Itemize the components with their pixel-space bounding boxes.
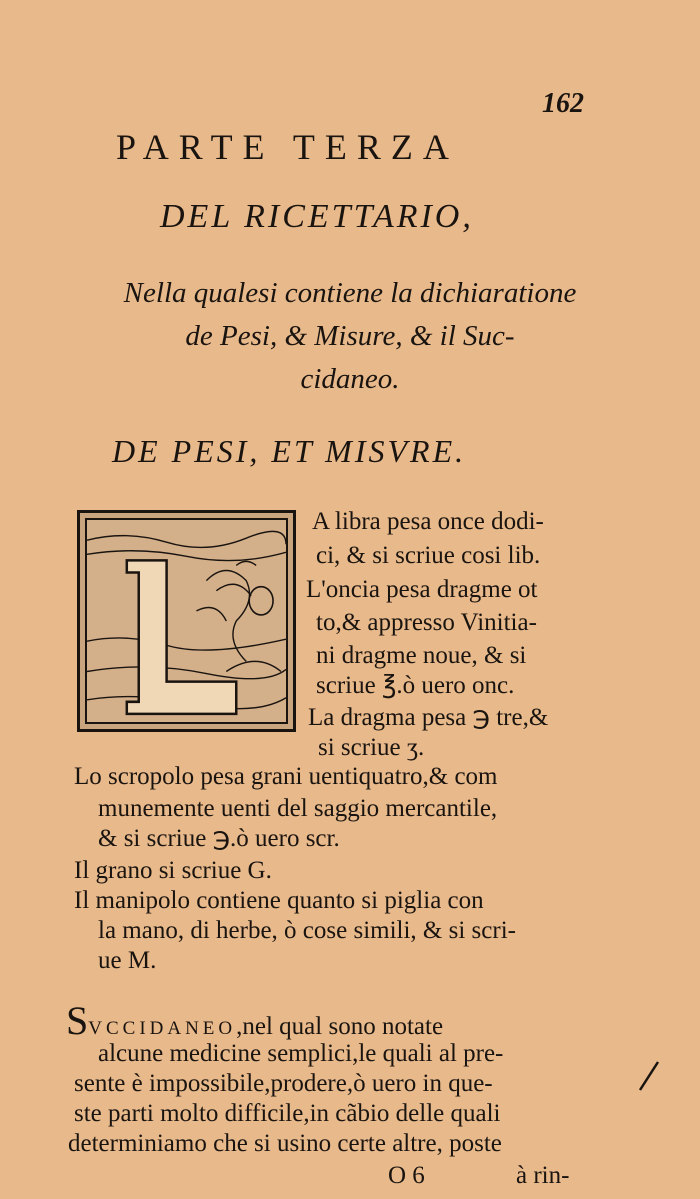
page-number: 162 [542, 88, 584, 119]
text-line: alcune medicine semplici,le quali al pre- [98, 1040, 504, 1067]
text-line: ni dragme noue, & si [316, 642, 527, 669]
ink-stroke-mark [636, 1060, 660, 1094]
drop-cap-woodcut [77, 510, 296, 732]
text-line: Il grano si scriue G. [74, 857, 272, 884]
text-line: & si scriue ℈.ò uero scr. [98, 825, 340, 852]
text-line: L'oncia pesa dragme ot [306, 576, 538, 603]
text-line: A libra pesa once dodi- [312, 508, 544, 535]
section-title: DE PESI, ET MISVRE. [112, 433, 467, 469]
signature-mark: O 6 [388, 1162, 425, 1189]
text-line: Il manipolo contiene quanto si piglia con [74, 887, 484, 914]
text-line: ue M. [98, 947, 157, 974]
text-line: to,& appresso Vinitia- [316, 609, 537, 636]
description [60, 272, 640, 401]
part-title: PARTE TERZA [116, 127, 459, 167]
text-line: sente è impossibile,prodere,ò uero in que- [74, 1070, 493, 1097]
book-title: DEL RICETTARIO, [160, 198, 474, 235]
text-line: Lo scropolo pesa grani uentiquatro,& com [74, 763, 498, 790]
text-line: si scriue ʒ. [318, 734, 425, 761]
succidaneo-rest: ,nel qual sono notate [236, 1013, 444, 1040]
catchword: à rin- [516, 1162, 570, 1189]
succidaneo-initial: S [66, 998, 89, 1043]
text-line: determiniamo che si usino certe altre, poste [68, 1130, 502, 1157]
text-line: La dragma pesa ℈ tre,& [308, 704, 549, 731]
text-line: scriue ℥.ò uero onc. [316, 672, 515, 699]
succidaneo-caps: VCCIDANEO [88, 1018, 237, 1039]
description-line: de Pesi, & Misure, & il Suc- [185, 320, 515, 352]
description-line: cidaneo. [300, 363, 400, 395]
description-line: Nella qualesi contiene la dichiaratione [123, 277, 577, 309]
text-line: ste parti molto difficile,in cãbio delle quali [74, 1100, 501, 1127]
text-line: munemente uenti del saggio mercantile, [98, 795, 498, 822]
text-line: ci, & si scriue cosi lib. [316, 542, 541, 569]
text-line: la mano, di herbe, ò cose simili, & si scri- [98, 917, 516, 944]
drop-cap-illustration [85, 518, 288, 724]
